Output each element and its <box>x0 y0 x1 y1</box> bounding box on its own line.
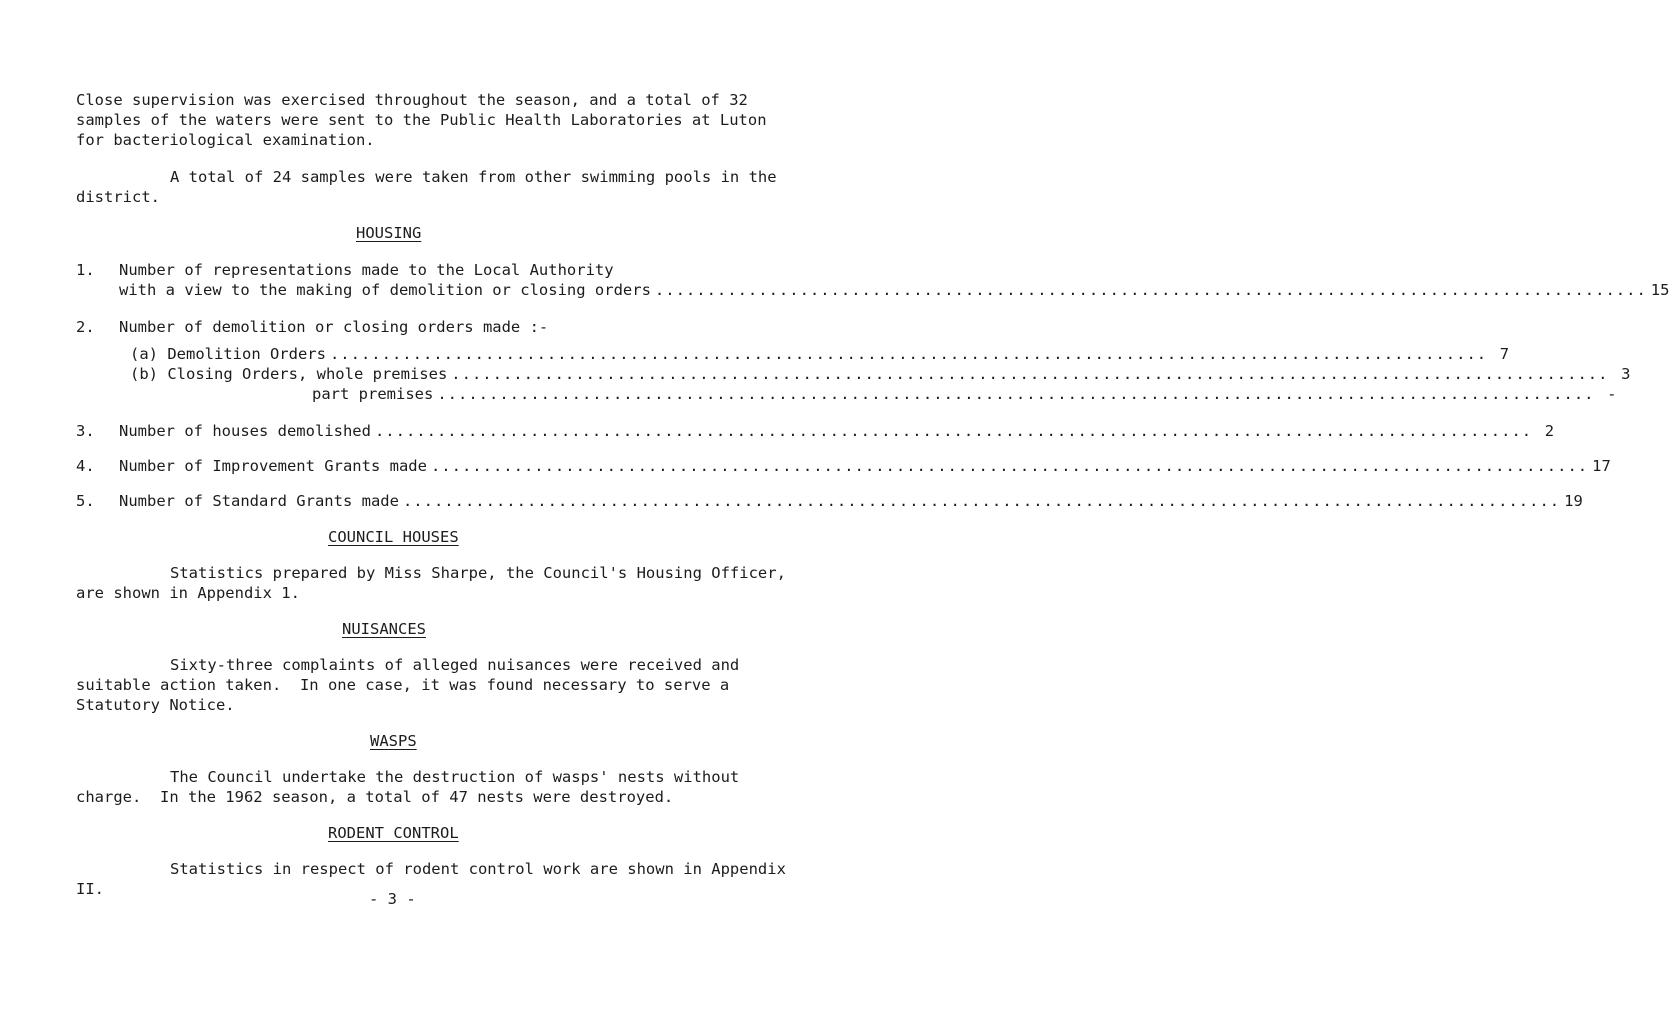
item-value: 19 <box>1564 492 1583 510</box>
item-label: part premises <box>312 385 434 403</box>
item-number: 2. <box>76 318 95 336</box>
list-item <box>130 344 1510 364</box>
paragraph-line: district. <box>76 188 160 206</box>
page-number: - 3 - <box>369 890 416 908</box>
item-value: 2 <box>1544 422 1555 440</box>
paragraph-line: Sixty-three complaints of alleged nuisances were received and <box>170 656 740 674</box>
item-label: with a view to the making of demolition or closing orders <box>119 281 651 299</box>
item-number: 3. <box>76 422 95 440</box>
item-number: 5. <box>76 492 95 510</box>
leader-dots: ................................................................................................................ <box>437 385 1595 403</box>
leader-dots: ................................................................................................................ <box>329 345 1488 363</box>
paragraph-line: for bacteriological examination. <box>76 131 375 149</box>
paragraph-line: The Council undertake the destruction of wasps' nests without <box>170 768 740 786</box>
leader-dots: ................................................................................................................ <box>430 457 1589 475</box>
item-label: Number of houses demolished <box>119 422 371 440</box>
leader-dots: ................................................................................................ <box>654 281 1647 299</box>
section-heading-rodent-control: RODENT CONTROL <box>328 824 459 842</box>
list-item <box>312 384 1617 404</box>
leader-dots: ................................................................................................................ <box>451 365 1609 383</box>
paragraph-line: A total of 24 samples were taken from other swimming pools in the <box>170 168 777 186</box>
item-label: (b) Closing Orders, whole premises <box>130 365 448 383</box>
list-item <box>130 364 1631 384</box>
item-value: 15 <box>1650 281 1669 299</box>
section-heading-housing: HOUSING <box>356 224 422 242</box>
paragraph-line: charge. In the 1962 season, a total of 47 nests were destroyed. <box>76 788 674 806</box>
paragraph-line: Statistics prepared by Miss Sharpe, the Council's Housing Officer, <box>170 564 786 582</box>
item-value: 17 <box>1592 457 1611 475</box>
list-item <box>119 456 1611 476</box>
item-label: (a) Demolition Orders <box>130 345 326 363</box>
paragraph-line: suitable action taken. In one case, it was found necessary to serve a <box>76 676 730 694</box>
leader-dots: ................................................................................................................ <box>402 492 1561 510</box>
paragraph-line: samples of the waters were sent to the Public Health Laboratories at Luton <box>76 111 767 129</box>
item-value: 3 <box>1621 365 1631 383</box>
item-number: 4. <box>76 457 95 475</box>
leader-dots: ................................................................................................................ <box>374 422 1533 440</box>
section-heading-council-houses: COUNCIL HOUSES <box>328 528 459 546</box>
paragraph-line: are shown in Appendix 1. <box>76 584 300 602</box>
item-value: 7 <box>1499 345 1510 363</box>
list-item <box>119 280 1669 300</box>
item-number: 1. <box>76 261 95 279</box>
section-heading-wasps: WASPS <box>370 732 417 750</box>
item-label: Number of demolition or closing orders made :- <box>119 318 549 336</box>
list-item <box>119 421 1555 441</box>
item-value: - <box>1607 385 1617 403</box>
item-label: Number of representations made to the Local Authority <box>119 261 614 279</box>
section-heading-nuisances: NUISANCES <box>342 620 426 638</box>
list-item <box>119 491 1583 511</box>
paragraph-line: Close supervision was exercised throughout the season, and a total of 32 <box>76 91 748 109</box>
paragraph-line: Statutory Notice. <box>76 696 235 714</box>
item-label: Number of Improvement Grants made <box>119 457 427 475</box>
item-label: Number of Standard Grants made <box>119 492 399 510</box>
paragraph-line: II. <box>76 880 104 898</box>
paragraph-line: Statistics in respect of rodent control work are shown in Appendix <box>170 860 786 878</box>
